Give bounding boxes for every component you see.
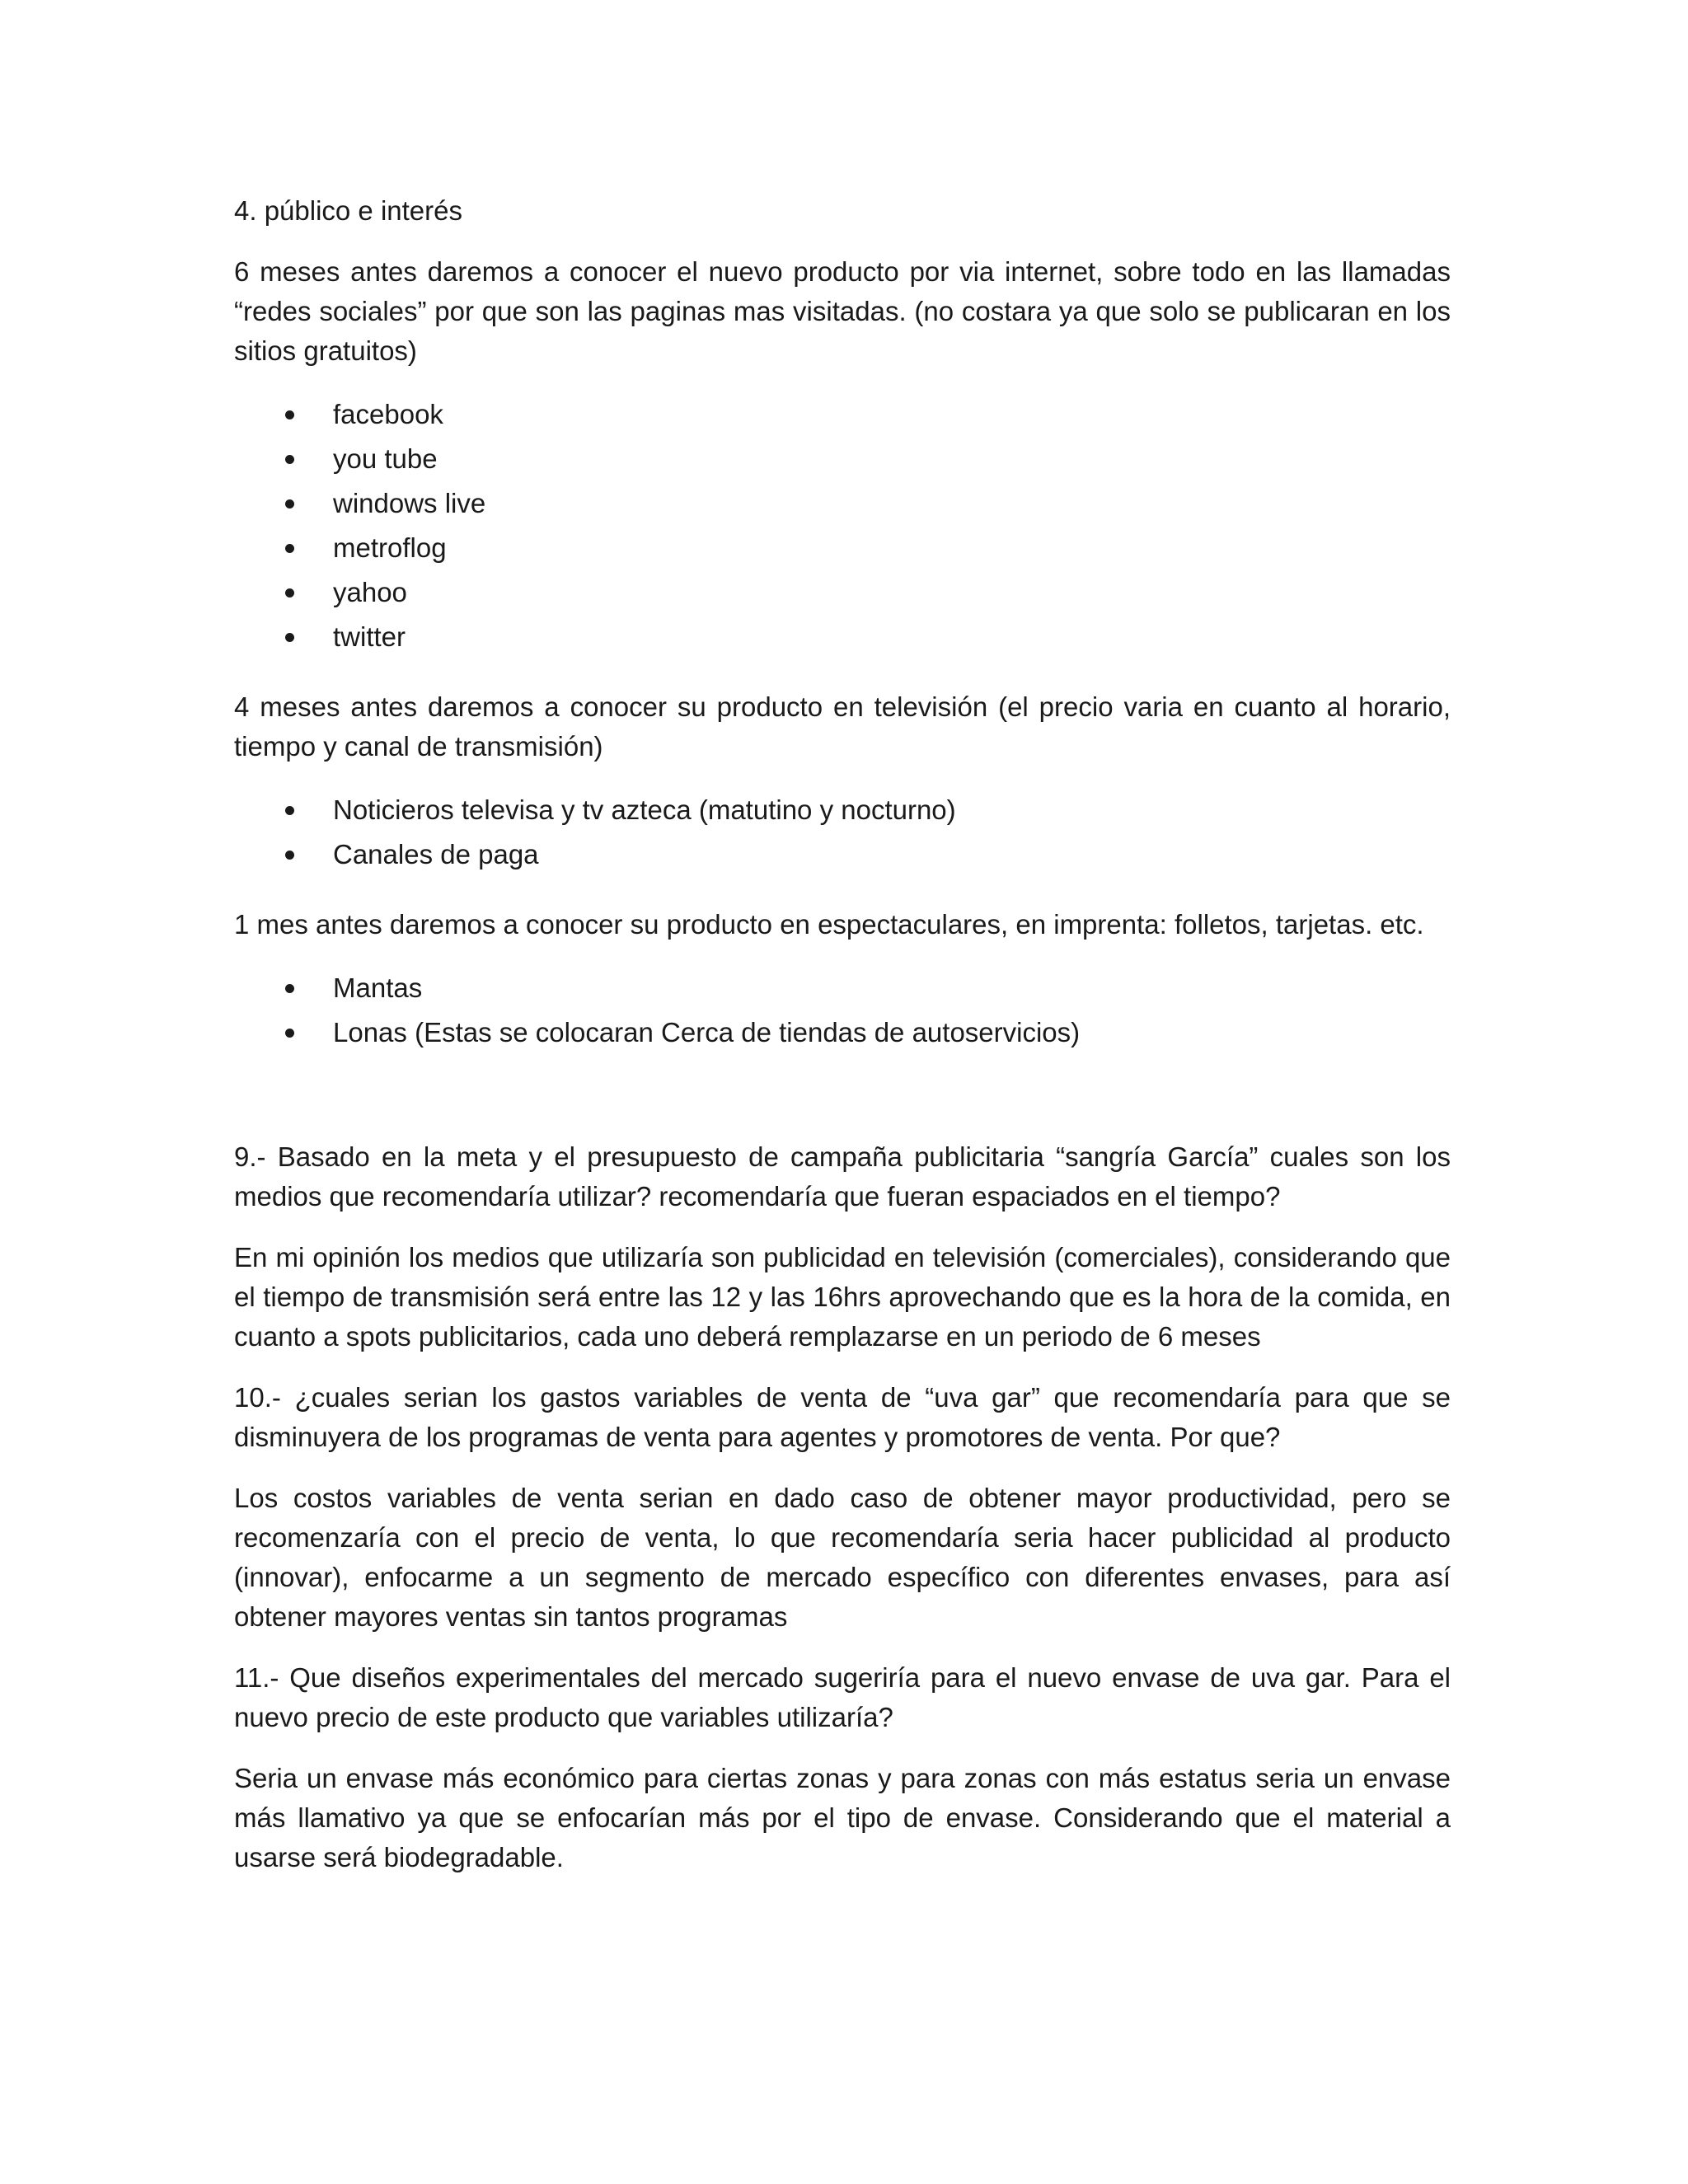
answer-10: Los costos variables de venta serian en dado caso de obtener mayor productividad, pero se recomenzaría con el precio de venta, lo que recomendaría seria hacer publicidad al producto (innovar), enfocarme a un segmento de mercado específico con diferentes envases, para así obtener mayores ventas sin tantos programas [234,1483,1451,1632]
bullet-icon [285,455,294,464]
answer-9: En mi opinión los medios que utilizaría son publicidad en televisión (comerciales), considerando que el tiempo de transmisión será entre las 12 y las 16hrs aprovechando que es la hora de la comida, en cuanto a spots publicitarios, cada uno deberá remplazarse en un periodo de 6 meses [234,1242,1451,1352]
social-networks-list [234,392,1451,659]
section-heading: 4. público e interés [234,195,463,226]
list-item: Noticieros televisa y tv azteca (matutino y nocturno) [234,788,1451,832]
bullet-icon [285,851,294,860]
list-item: you tube [234,437,1451,481]
bullet-icon [285,588,294,598]
list-item: twitter [234,615,1451,659]
question-10: 10.- ¿cuales serian los gastos variables de venta de “uva gar” que recomendaría para que se disminuyera de los programas de venta para agentes y promotores de venta. Por que? [234,1382,1451,1452]
question-11: 11.- Que diseños experimentales del mercado sugeriría para el nuevo envase de uva gar. Para el nuevo precio de este producto que variables utilizaría? [234,1662,1451,1732]
bullet-icon [285,410,294,419]
print-list [234,966,1451,1055]
answer-11: Seria un envase más económico para ciertas zonas y para zonas con más estatus seria un envase más llamativo ya que se enfocarían más por el tipo de envase. Considerando que el material a usarse será biodegradable. [234,1763,1451,1872]
television-list [234,788,1451,877]
list-item: facebook [234,392,1451,437]
document-body [234,191,1451,1899]
bullet-icon [285,499,294,509]
paragraph-print: 1 mes antes daremos a conocer su producto en espectaculares, en imprenta: folletos, tarjetas. etc. [234,909,1424,940]
question-9: 9.- Basado en la meta y el presupuesto de campaña publicitaria “sangría García” cuales son los medios que recomendaría utilizar? recomendaría que fueran espaciados en el tiempo? [234,1141,1451,1212]
bullet-icon [285,544,294,553]
list-item: Mantas [234,966,1451,1010]
list-item: windows live [234,481,1451,526]
bullet-icon [285,806,294,815]
list-item: metroflog [234,526,1451,570]
paragraph-internet: 6 meses antes daremos a conocer el nuevo producto por via internet, sobre todo en las llamadas “redes sociales” por que son las paginas mas visitadas. (no costara ya que solo se publicaran en los sitios gratuitos) [234,256,1451,366]
list-item: yahoo [234,570,1451,615]
list-item: Lonas (Estas se colocaran Cerca de tiendas de autoservicios) [234,1010,1451,1055]
paragraph-television: 4 meses antes daremos a conocer su producto en televisión (el precio varia en cuanto al horario, tiempo y canal de transmisión) [234,691,1451,762]
bullet-icon [285,984,294,993]
spacer [234,1083,1451,1137]
bullet-icon [285,1029,294,1038]
list-item: Canales de paga [234,832,1451,877]
bullet-icon [285,633,294,642]
